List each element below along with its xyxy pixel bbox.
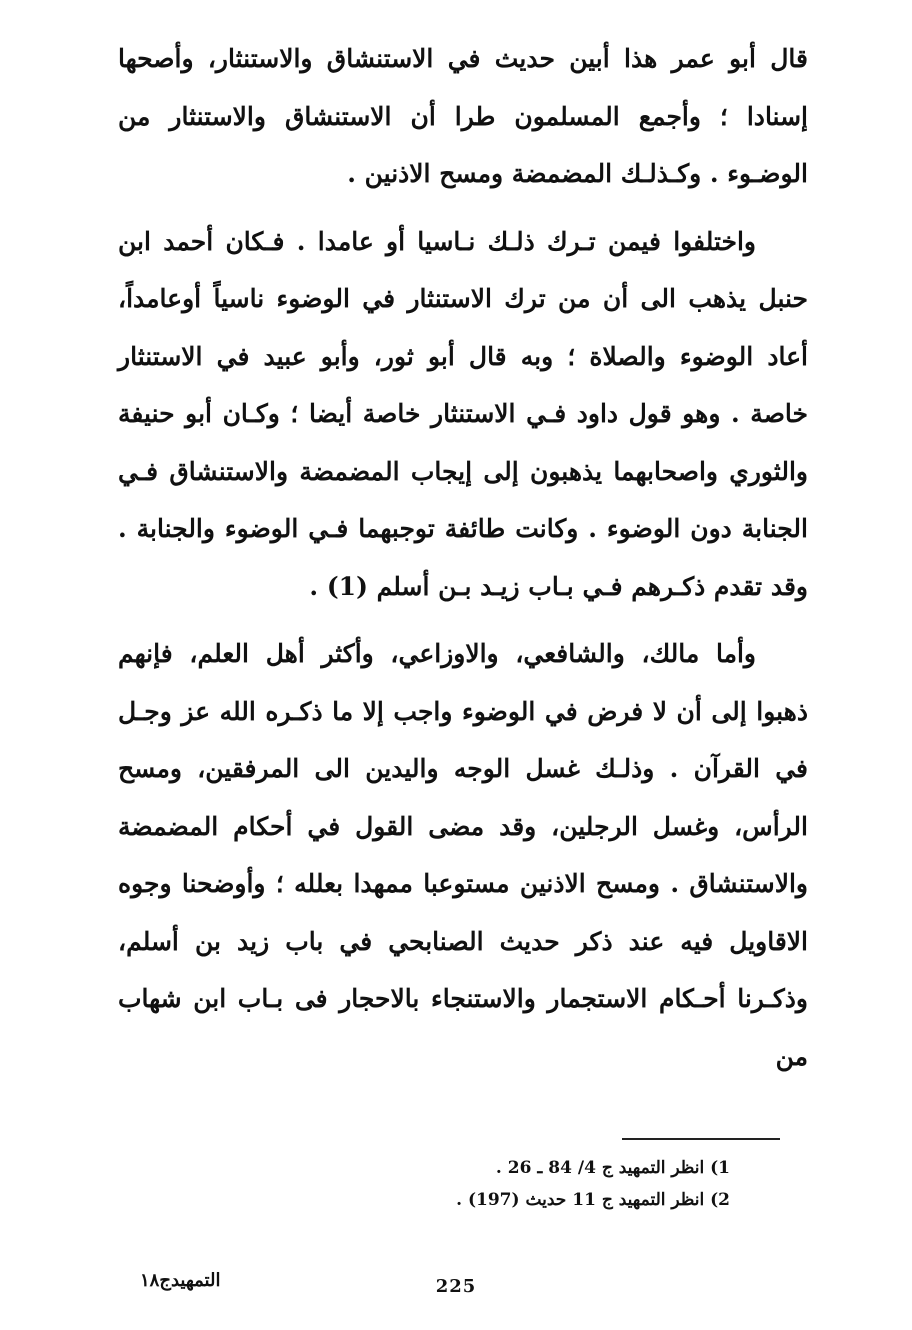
footnote-1: 1) انظر التمهيد ج 4/ 84 ـ 26 .: [495, 1158, 730, 1178]
running-title: التمهيدج١٨: [140, 1270, 221, 1291]
paragraph-3: وأما مالك، والشافعي، والاوزاعي، وأكثر أهل العلم، فإنهم ذهبوا إلى أن لا فرض في الوضوء واجب إلا ما ذكـره الله عز وجـل في القرآن . وذلـك غسل الوجه واليدين الى المرفقين، ومسح الرأس، وغسل الرجلين، وقد مضى القول في أحكام المضمضة والاستنشاق . ومسح الاذنين مستوعبا ممهدا بعلله ؛ وأوضحنا وجوه الاقاويل فيه عند ذكر حديث الصنابحي في باب زيد بن أسلم، وذكـرنا أحـكام الاستجمار والاستنجاء بالاحجار فى بـاب ابن شهاب من: [118, 639, 808, 1071]
paragraph-1: قال أبو عمر هذا أبين حديث في الاستنشاق والاستنثار، وأصحها إسنادا ؛ وأجمع المسلمون طرا أن الاستنشاق والاستنثار من الوضـوء . وكـذلـك المضمضة ومسح الاذنين .: [118, 44, 808, 188]
footnote-separator: [622, 1138, 780, 1140]
page-number: 225: [435, 1276, 477, 1297]
paragraph-2: واختلفوا فيمن تـرك ذلـك نـاسيا أو عامدا . فـكان أحمد ابن حنبل يذهب الى أن من ترك الاستنثار في الوضوء ناسياً أوعامداً، أعاد الوضوء والصلاة ؛ وبه قال أبو ثور، وأبو عبيد في الاستنثار خاصة . وهو قول داود فـي الاستنثار خاصة أيضا ؛ وكـان أبو حنيفة والثوري واصحابهما يذهبون إلى إيجاب المضمضة والاستنشاق فـي الجنابة دون الوضوء . وكانت طائفة توجبهما فـي الوضوء والجنابة . وقد تقدم ذكـرهم فـي بـاب زيـد بـن أسلم (1) .: [118, 226, 808, 601]
footnotes: [270, 1152, 730, 1216]
footnote-2: 2) انظر التمهيد ج 11 حديث (197) .: [456, 1190, 730, 1210]
main-text: [118, 30, 808, 1085]
